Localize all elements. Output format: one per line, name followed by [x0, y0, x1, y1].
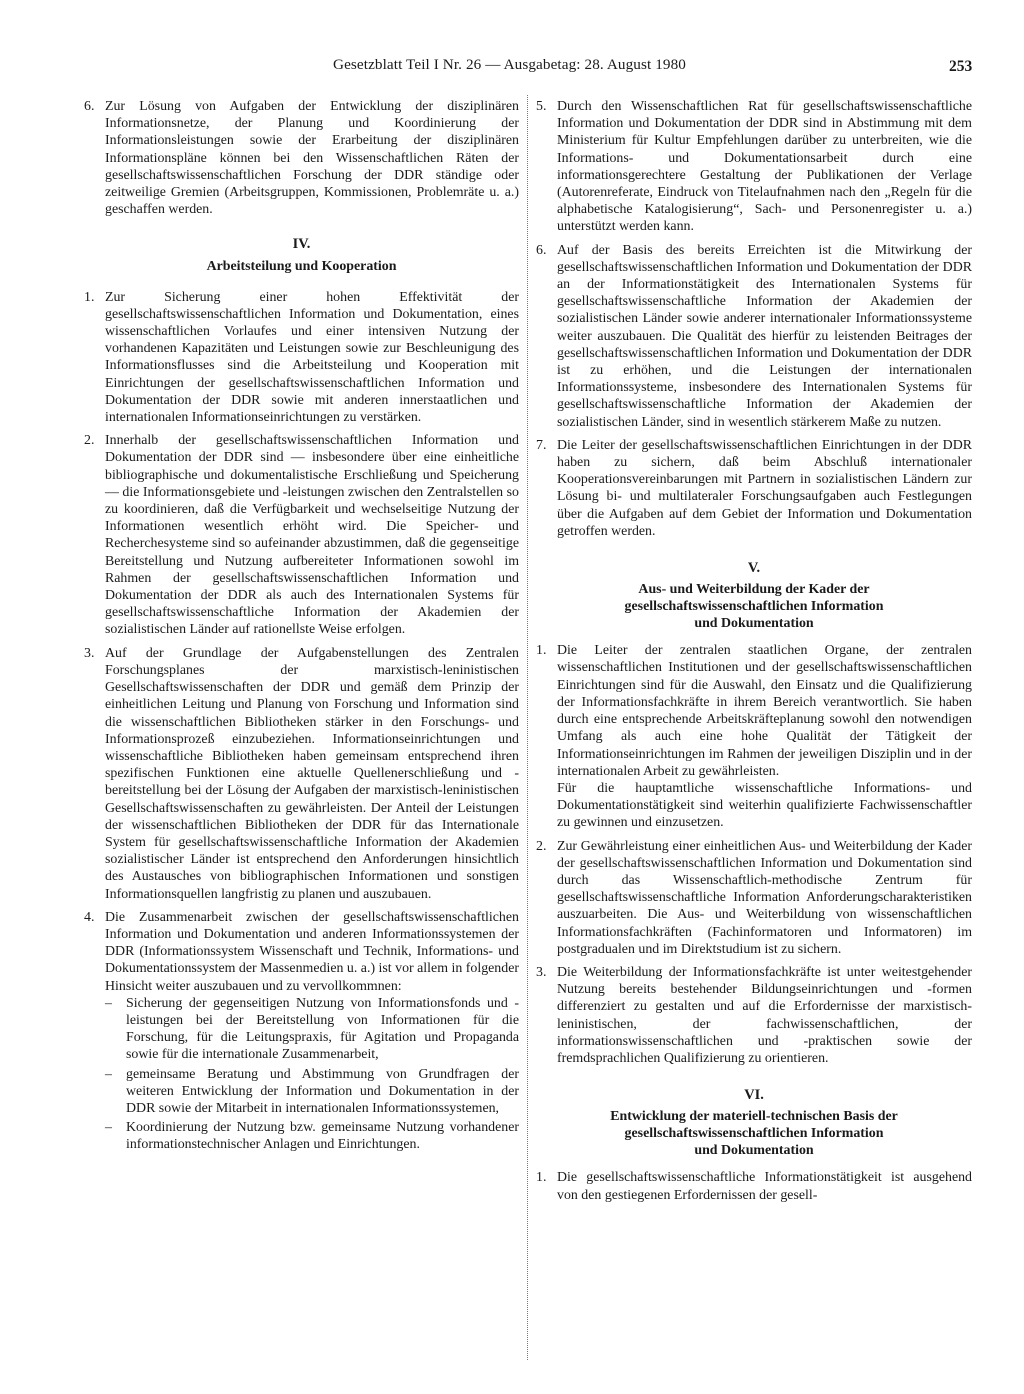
list-item-text: Sicherung der gegenseitigen Nutzung von Informationsfonds und -leistungen bei der Bereitstellung von Informationen für die Forschung, für die Leitungspraxis, für Agitation und Propaganda sowie für die internationale Zusammenarbeit,: [126, 995, 519, 1063]
item-text: Die gesellschaftswissenschaftliche Informationstätigkeit ist ausgehend von den gestiegenen Erfordernissen der gesell-: [557, 1170, 972, 1203]
item-text: Zur Lösung von Aufgaben der Entwicklung der disziplinären Informationsnetze, der Planung und Koordinierung der Informationsleistungen sowie der Erarbeitung der disziplinären Informationspläne können bei den Wissenschaftlichen Räten der gesellschaftswissenschaftlichen Forschung der DDR ständige oder zeitweilige Gremien (Arbeitsgruppen, Kommissionen, Problemräte u. a.) geschaffen werden.: [105, 99, 519, 218]
section-title-line: und Dokumentation: [694, 616, 814, 632]
item-number: 5.: [536, 99, 547, 114]
section-title-line: Entwicklung der materiell-technischen Basis der: [610, 1109, 898, 1125]
item-number: 1.: [84, 289, 95, 305]
section-title-line: gesellschaftswissenschaftlichen Information: [624, 1126, 884, 1142]
paragraph-7: [536, 437, 972, 540]
paragraph-6: [84, 98, 519, 218]
dash-marker: –: [105, 1120, 112, 1136]
item-text: Die Weiterbildung der Informationsfachkräfte ist unter weitestgehender Nutzung bereits bestehender Bildungseinrichtungen und -formen differenziert zu gestalten und auf die Erfordernisse der marxistisch-leninistischen, der fachwissenschaftlichen, der informationswissenschaftlichen und -praktischen sowie der fremdsprachlichen Qualifizierung zu orientieren.: [557, 964, 972, 1066]
running-title: Gesetzblatt Teil I Nr. 26 — Ausgabetag: 28. August 1980: [333, 56, 686, 73]
section-title-line: und Dokumentation: [694, 1143, 814, 1159]
right-column: [536, 98, 972, 1210]
item-text: Auf der Basis des bereits Erreichten ist die Mitwirkung der gesellschaftswissenschaftlichen Information und Dokumentation der DDR an der Informationstätigkeit des Internationalen Systems für gesellschaftswissenschaftliche Information der Akademien der sozialistischen Länder sowie anderer internationaler Informationssysteme weiter auszubauen. Die Qualität des hierfür zu leistenden Beitrages der gesellschaftswissenschaftlichen Information und Dokumentation der DDR ist zu erhöhen, und die Leistungen der internationalen Informationssysteme, insbesondere des Internationalen Systems für gesellschaftswissenschaftliche Information der Akademien der sozialistischen Länder, sind in wesentlich stärkerem Maße zu nutzen.: [557, 242, 972, 430]
section-title: [84, 258, 519, 275]
item-text: Zur Sicherung einer hohen Effektivität der gesellschaftswissenschaftlichen Information und Dokumentation, eines wissenschaftlichen Vorlaufes und einer intensiven Nutzung der vorhandenen Kapazitäten und Leistungen sowie zur Beschleunigung des Informationsflusses sind die Arbeitsteilung und Kooperation mit Einrichtungen der gesellschaftswissenschaftlichen Information und Dokumentation der DDR sowie mit anderen innerstaatlichen und internationalen Informationseinrichtungen zu verstärken.: [105, 289, 519, 426]
list-item: [105, 995, 519, 1064]
item-text: Die Leiter der zentralen staatlichen Organe, der zentralen wissenschaftlichen Institutionen und der gesellschaftswissenschaftlichen Einrichtungen sind für die Auswahl, den Einsatz und die Qualifizierung der Informationsfachkräfte in ihrem Bereich verantwortlich. Sie haben durch eine entsprechende Arbeitskräfteplanung sowohl den notwendigen Umfang als auch eine hohe Qualität der Tätigkeit der Informationseinrichtungen im Rahmen der jeweiligen Disziplin und in der internationalen Arbeit zu gewährleisten.: [557, 643, 972, 779]
list-item: [105, 1119, 519, 1153]
item-number: 3.: [536, 964, 547, 980]
list-item-text: gemeinsame Beratung und Abstimmung von Grundfragen der weiteren Entwicklung der Information und Dokumentation in der DDR sowie der Mitarbeit in internationalen Informationssystemen,: [126, 1066, 519, 1116]
item-number: 1.: [536, 643, 547, 659]
paragraph-6: [536, 242, 972, 431]
section-numeral: IV.: [292, 236, 311, 253]
page-header: [0, 50, 1024, 80]
section-title-line: Arbeitsteilung und Kooperation: [206, 258, 397, 274]
item-number: 6.: [536, 242, 547, 258]
item-text-continued: Für die hauptamtliche wissenschaftliche Informations- und Dokumentationstätigkeit sind weiterhin qualifizierte Fachwissenschaftler zu gewinnen und einzusetzen.: [557, 780, 972, 831]
dash-marker: –: [105, 1066, 112, 1082]
paragraph-1: [84, 289, 519, 427]
item-number: 6.: [84, 99, 95, 114]
section-title: [536, 1108, 972, 1159]
item-number: 7.: [536, 437, 547, 453]
item-text: Die Leiter der gesellschaftswissenschaftlichen Einrichtungen in der DDR haben zu sichern, daß beim Abschluß internationaler Kooperationsvereinbarungen mit Partnern in sozialistischen Ländern zur Lösung bi- und multilateraler Forschungsaufgaben auch Festlegungen über die Aufgaben auf dem Gebiet der Information und Dokumentation getroffen werden.: [557, 437, 972, 539]
section-numeral: V.: [747, 560, 761, 577]
item-number: 2.: [536, 838, 547, 854]
item-text: Innerhalb der gesellschaftswissenschaftlichen Information und Dokumentation der DDR sind — insbesondere über eine einheitliche bibliographische und dokumentalistische Erschließung und Speicherung — die Informationsgebiete und -leistungen zwischen den Zentralstellen so zu koordinieren, daß die Verfügbarkeit und wechselseitige Nutzung der Informationen wesentlich erhöht wird. Die Speicher- und Recherchesysteme sind so aufeinander abzustimmen, daß die gegenseitige Bereitstellung und Nutzung aufbereiteter Informationen sowohl im Rahmen der gesellschaftswissenschaftlichen Information und Dokumentation der DDR als auch des Internationalen Systems für gesellschaftswissenschaftliche Information der Akademien der sozialistischen Länder auf rationellste Weise erfolgen.: [105, 433, 519, 638]
item-number: 3.: [84, 645, 95, 661]
item-text: Auf der Grundlage der Aufgabenstellungen des Zentralen Forschungsplanes der marxistisch-leninistischen Gesellschaftswissenschaften der DDR und gemäß dem Prinzip der einheitlichen Leitung und Planung von Forschung und Information sind die wissenschaftlichen Bibliotheken stärker in den Forschungs- und Informationsprozeß einzubeziehen. Informationseinrichtungen und wissenschaftliche Bibliotheken haben gemeinsam entsprechend ihren spezifischen Funktionen eine aktuelle Quellenerschließung und -bereitstellung bei der Lösung der Aufgaben der marxistisch-leninistischen Gesellschaftswissenschaften zu gewährleisten. Der Anteil der Leistungen der wissenschaftlichen Bibliotheken der DDR für das Internationale System für gesellschaftswissenschaftliche Information der Akademien sozialistischer Länder ist entsprechend den Anforderungen hinsichtlich des Austausches von bibliographischen Informationen und sonstigen Informationsquellen langfristig zu planen und auszubauen.: [105, 645, 519, 902]
section-title: [536, 581, 972, 632]
item-number: 1.: [536, 1170, 547, 1186]
item-number: 2.: [84, 433, 95, 449]
paragraph-3: [84, 645, 519, 903]
paragraph-2: [84, 432, 519, 638]
item-text: Die Zusammenarbeit zwischen der gesellschaftswissenschaftlichen Information und Dokumentation und anderen Informationssystemen der DDR (Informationssystem Wissenschaft und Technik, Informations- und Dokumentationssystem der Massenmedien u. a.) ist vor allem in folgender Hinsicht weiter auszubauen und zu vervollkommnen:: [105, 909, 519, 994]
list-item-text: Koordinierung der Nutzung bzw. gemeinsame Nutzung vorhandener informationstechnischer Anlagen und Einrichtungen.: [126, 1120, 519, 1153]
section-numeral: VI.: [744, 1087, 764, 1104]
left-column: [84, 98, 519, 1160]
item-number: 4.: [84, 909, 95, 925]
paragraph-1: [536, 642, 972, 831]
section-title-line: gesellschaftswissenschaftlichen Information: [624, 599, 884, 615]
paragraph-1: [536, 1169, 972, 1203]
item-text: Zur Gewährleistung einer einheitlichen Aus- und Weiterbildung der Kader der gesellschaftswissenschaftlichen Information und Dokumentation sind durch das Wissenschaftlich-methodische Zentrum für gesellschaftswissenschaftliche Information Anforderungscharakteristiken auszuarbeiten. Die Aus- und Weiterbildung von wissenschaftlichen Informationsfachkräften (Fachinformatoren und Informatoren) im postgradualen und im Direktstudium ist zu sichern.: [557, 838, 972, 957]
dash-marker: –: [105, 995, 112, 1011]
list-item: [105, 1066, 519, 1118]
column-divider: [527, 95, 528, 1360]
section-title-line: Aus- und Weiterbildung der Kader der: [638, 582, 870, 598]
page-number: 253: [949, 58, 973, 75]
paragraph-3: [536, 964, 972, 1067]
paragraph-4: [84, 909, 519, 1154]
dash-list: [105, 995, 519, 1154]
item-text: Durch den Wissenschaftlichen Rat für gesellschaftswissenschaftliche Information und Dokumentation der DDR sind in Abstimmung mit dem Ministerium für Kultur Empfehlungen darüber zu unterbreiten, wie die Informations- und Dokumentationsarbeit durch eine informationsgerechtere Gestaltung der Publikationen der Verlage (Autorenreferate, Eindruck von Titelaufnahmen nach den „Regeln für die alphabetische Katalogisierung“, Sach- und Personenregister u. a.) unterstützt werden kann.: [557, 99, 972, 235]
paragraph-2: [536, 838, 972, 958]
paragraph-5: [536, 98, 972, 236]
